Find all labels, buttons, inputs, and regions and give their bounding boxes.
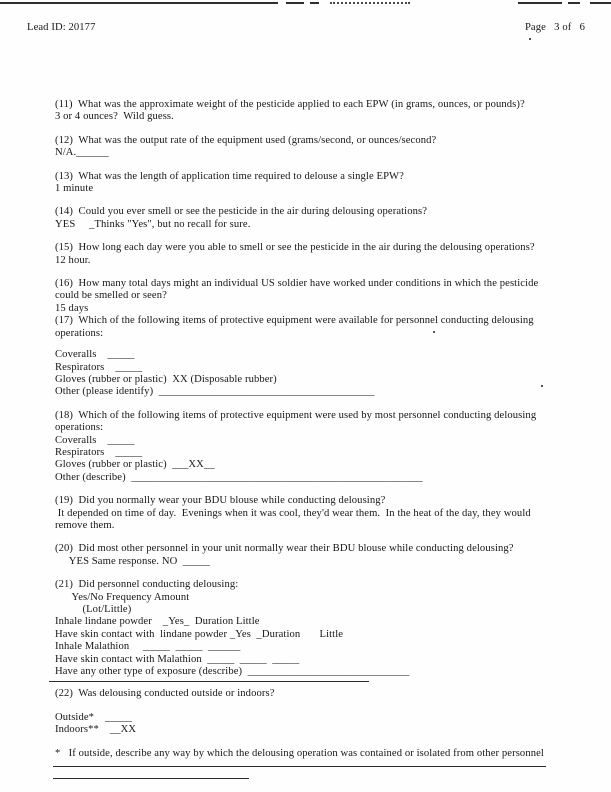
question-18 bbox=[55, 410, 591, 484]
q21-column-subheader: (Lot/Little) bbox=[55, 604, 132, 615]
q19-prompt: (19) Did you normally wear your BDU blouse while conducting delousing? bbox=[55, 495, 386, 507]
q12-prompt: (12) What was the output rate of the equipment used (grams/second, or ounces/second? bbox=[55, 134, 437, 146]
scan-line-segment bbox=[310, 2, 319, 4]
q21-row-inhale-malathion: Inhale Malathion _____ _____ ______ bbox=[55, 641, 241, 653]
q16-prompt-line1: (16) How many total days might an individual US soldier have worked under conditions in which the pesticide bbox=[55, 278, 539, 290]
question-19 bbox=[55, 495, 591, 532]
q22-option-indoors: Indoors** __XX bbox=[55, 724, 137, 736]
q19-answer-line2: remove them. bbox=[55, 519, 115, 531]
q16-answer: 15 days bbox=[55, 302, 89, 314]
question-17-options bbox=[55, 349, 591, 399]
q19-answer-line1: It depended on time of day. Evenings when it was cool, they'd wear them. In the heat of the day, they would bbox=[55, 507, 531, 519]
page-number-label: Page 3 of 6 bbox=[524, 22, 585, 33]
q15-prompt: (15) How long each day were you able to smell or see the pesticide in the air during the delousing operations? bbox=[55, 242, 535, 254]
q18-option-respirators: Respirators _____ bbox=[55, 446, 143, 458]
q20-answer: YES Same response. NO _____ bbox=[55, 555, 210, 567]
blank-continuation-line bbox=[49, 681, 369, 682]
scan-line-segment bbox=[568, 2, 580, 4]
q13-answer: 1 minute bbox=[55, 183, 94, 195]
q17-option-coveralls: Coveralls _____ bbox=[55, 349, 135, 361]
q18-option-other: Other (describe) ______________________________________________________ bbox=[55, 471, 423, 483]
question-11 bbox=[55, 99, 591, 124]
q22-prompt: (22) Was delousing conducted outside or indoors? bbox=[55, 688, 275, 700]
scan-speck bbox=[529, 38, 531, 40]
question-13 bbox=[55, 171, 591, 196]
q18-option-coveralls: Coveralls _____ bbox=[55, 434, 135, 446]
form-body bbox=[55, 99, 591, 779]
q21-row-skin-malathion: Have skin contact with Malathion _____ _____ _____ bbox=[55, 653, 300, 665]
scan-line-segment bbox=[590, 2, 611, 4]
question-20 bbox=[55, 543, 591, 568]
q17-option-gloves: Gloves (rubber or plastic) XX (Disposable rubber) bbox=[55, 373, 277, 385]
q14-prompt: (14) Could you ever smell or see the pesticide in the air during delousing operations? bbox=[55, 206, 428, 218]
question-14 bbox=[55, 206, 591, 231]
q17-prompt-line1: (17) Which of the following items of protective equipment were available for personnel conducting delousing bbox=[55, 315, 534, 327]
q13-prompt: (13) What was the length of application time required to delouse a single EPW? bbox=[55, 170, 404, 182]
footnote-answer-line-2 bbox=[53, 778, 249, 779]
q18-option-gloves: Gloves (rubber or plastic) ___XX__ bbox=[55, 459, 215, 471]
question-12 bbox=[55, 135, 591, 160]
q22-option-outside: Outside* _____ bbox=[55, 711, 133, 723]
scan-line-segment bbox=[0, 2, 278, 4]
question-16 bbox=[55, 278, 591, 315]
q21-prompt: (21) Did personnel conducting delousing: bbox=[55, 579, 239, 591]
scan-line-segment bbox=[330, 2, 410, 4]
question-21 bbox=[55, 579, 591, 678]
lead-id-label: Lead ID: 20177 bbox=[27, 22, 96, 33]
q21-row-inhale-lindane: Inhale lindane powder _Yes_ Duration Little bbox=[55, 616, 260, 628]
footnote-text: * If outside, describe any way by which the delousing operation was contained or isolated from other personnel bbox=[55, 747, 544, 759]
q17-option-other: Other (please identify) ________________________________________ bbox=[55, 386, 375, 398]
question-17 bbox=[55, 315, 591, 340]
q21-column-header: Yes/No Frequency Amount bbox=[55, 591, 190, 603]
q15-answer: 12 hour. bbox=[55, 254, 91, 266]
question-22 bbox=[55, 688, 591, 700]
question-15 bbox=[55, 242, 591, 267]
footnote-answer-line-1 bbox=[53, 766, 546, 767]
q21-row-other-exposure: Have any other type of exposure (describe) ______________________________ bbox=[55, 666, 410, 678]
scan-line-segment bbox=[286, 2, 304, 4]
q18-prompt-line1: (18) Which of the following items of protective equipment were used by most personnel conducting delousing bbox=[55, 409, 537, 421]
footnote bbox=[55, 748, 591, 760]
q17-prompt-line2: operations: bbox=[55, 327, 104, 339]
q20-prompt: (20) Did most other personnel in your unit normally wear their BDU blouse while conducting delousing? bbox=[55, 543, 514, 555]
spacer bbox=[55, 340, 591, 349]
q14-answer: YES _Thinks "Yes", but no recall for sure. bbox=[55, 218, 251, 230]
q12-answer: N/A.______ bbox=[55, 147, 109, 159]
q16-prompt-line2: could be smelled or seen? bbox=[55, 290, 167, 302]
q11-answer: 3 or 4 ounces? Wild guess. bbox=[55, 111, 174, 123]
page-header bbox=[27, 22, 585, 34]
question-22-options bbox=[55, 712, 591, 737]
q11-prompt: (11) What was the approximate weight of the pesticide applied to each EPW (in grams, ounces, or pounds)? bbox=[55, 99, 525, 110]
q17-option-respirators: Respirators _____ bbox=[55, 361, 143, 373]
q21-row-skin-lindane: Have skin contact with lindane powder _Yes _Duration Little bbox=[55, 628, 344, 640]
q18-prompt-line2: operations: bbox=[55, 422, 104, 434]
scan-line-segment bbox=[518, 2, 562, 4]
